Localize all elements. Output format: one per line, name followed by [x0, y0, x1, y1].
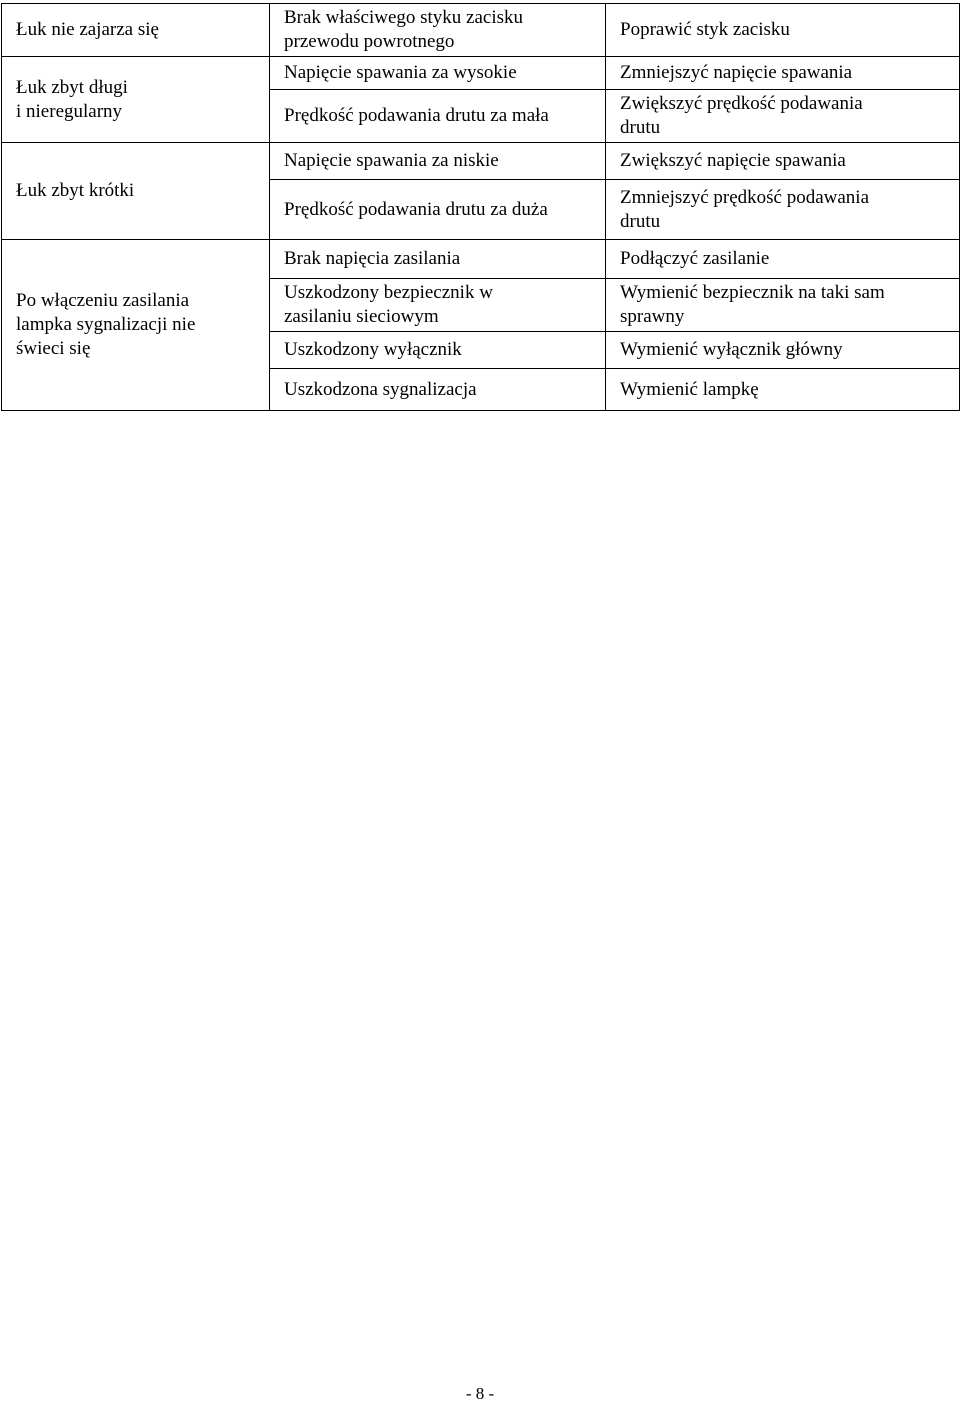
remedy-cell [606, 143, 960, 180]
remedy-cell [606, 57, 960, 90]
symptom-cell [2, 57, 270, 143]
symptom-text: świeci się [16, 338, 91, 359]
cause-text: Brak właściwego styku zacisku [284, 7, 524, 28]
table-row [2, 4, 960, 57]
symptom-text: Łuk nie zajarza się [16, 19, 159, 40]
symptom-cell [2, 240, 270, 411]
cause-cell [270, 332, 606, 369]
page-number: - 8 - [465, 1384, 495, 1403]
remedy-text: Podłączyć zasilanie [620, 248, 770, 269]
remedy-cell [606, 369, 960, 411]
remedy-text: Poprawić styk zacisku [620, 19, 790, 40]
remedy-text: Wymienić lampkę [620, 378, 759, 400]
symptom-text: Po włączeniu zasilania [16, 290, 190, 311]
symptom-text: Łuk zbyt długi [16, 76, 128, 98]
cause-cell [270, 143, 606, 180]
remedy-text: Zmniejszyć napięcie spawania [620, 62, 853, 83]
remedy-cell [606, 180, 960, 240]
cause-text: przewodu powrotnego [284, 31, 455, 52]
cause-cell [270, 180, 606, 240]
cause-text: zasilaniu sieciowym [284, 306, 439, 327]
table-row [2, 57, 960, 90]
remedy-text: Zwiększyć napięcie spawania [620, 150, 846, 171]
cause-text: Prędkość podawania drutu za mała [284, 105, 549, 126]
remedy-cell [606, 240, 960, 279]
cause-cell [270, 57, 606, 90]
symptom-text: i nieregularny [16, 100, 123, 122]
remedy-cell [606, 279, 960, 332]
remedy-cell [606, 332, 960, 369]
cause-cell [270, 369, 606, 411]
remedy-text: Zwiększyć prędkość podawania [620, 93, 863, 114]
remedy-text: sprawny [620, 306, 685, 327]
symptom-text: Łuk zbyt krótki [16, 180, 135, 201]
cause-text: Napięcie spawania za wysokie [284, 62, 517, 83]
cause-cell [270, 90, 606, 143]
cause-text: Uszkodzona sygnalizacja [284, 378, 477, 400]
table-row [2, 240, 960, 279]
troubleshooting-table [1, 3, 960, 411]
remedy-cell [606, 90, 960, 143]
cause-cell [270, 240, 606, 279]
cause-text: Uszkodzony wyłącznik [284, 339, 462, 360]
cause-text: Brak napięcia zasilania [284, 248, 461, 269]
cause-text: Prędkość podawania drutu za duża [284, 198, 548, 220]
remedy-text: Wymienić wyłącznik główny [620, 339, 843, 360]
remedy-text: Zmniejszyć prędkość podawania [620, 186, 870, 208]
table-row [2, 143, 960, 180]
remedy-cell [606, 4, 960, 57]
remedy-text: drutu [620, 117, 661, 138]
cause-cell [270, 279, 606, 332]
remedy-text: Wymienić bezpiecznik na taki sam [620, 282, 885, 303]
symptom-text: lampka sygnalizacji nie [16, 314, 196, 335]
remedy-text: drutu [620, 210, 661, 232]
symptom-cell [2, 4, 270, 57]
symptom-cell [2, 143, 270, 240]
cause-text: Uszkodzony bezpiecznik w [284, 282, 493, 303]
cause-text: Napięcie spawania za niskie [284, 150, 499, 171]
cause-cell [270, 4, 606, 57]
